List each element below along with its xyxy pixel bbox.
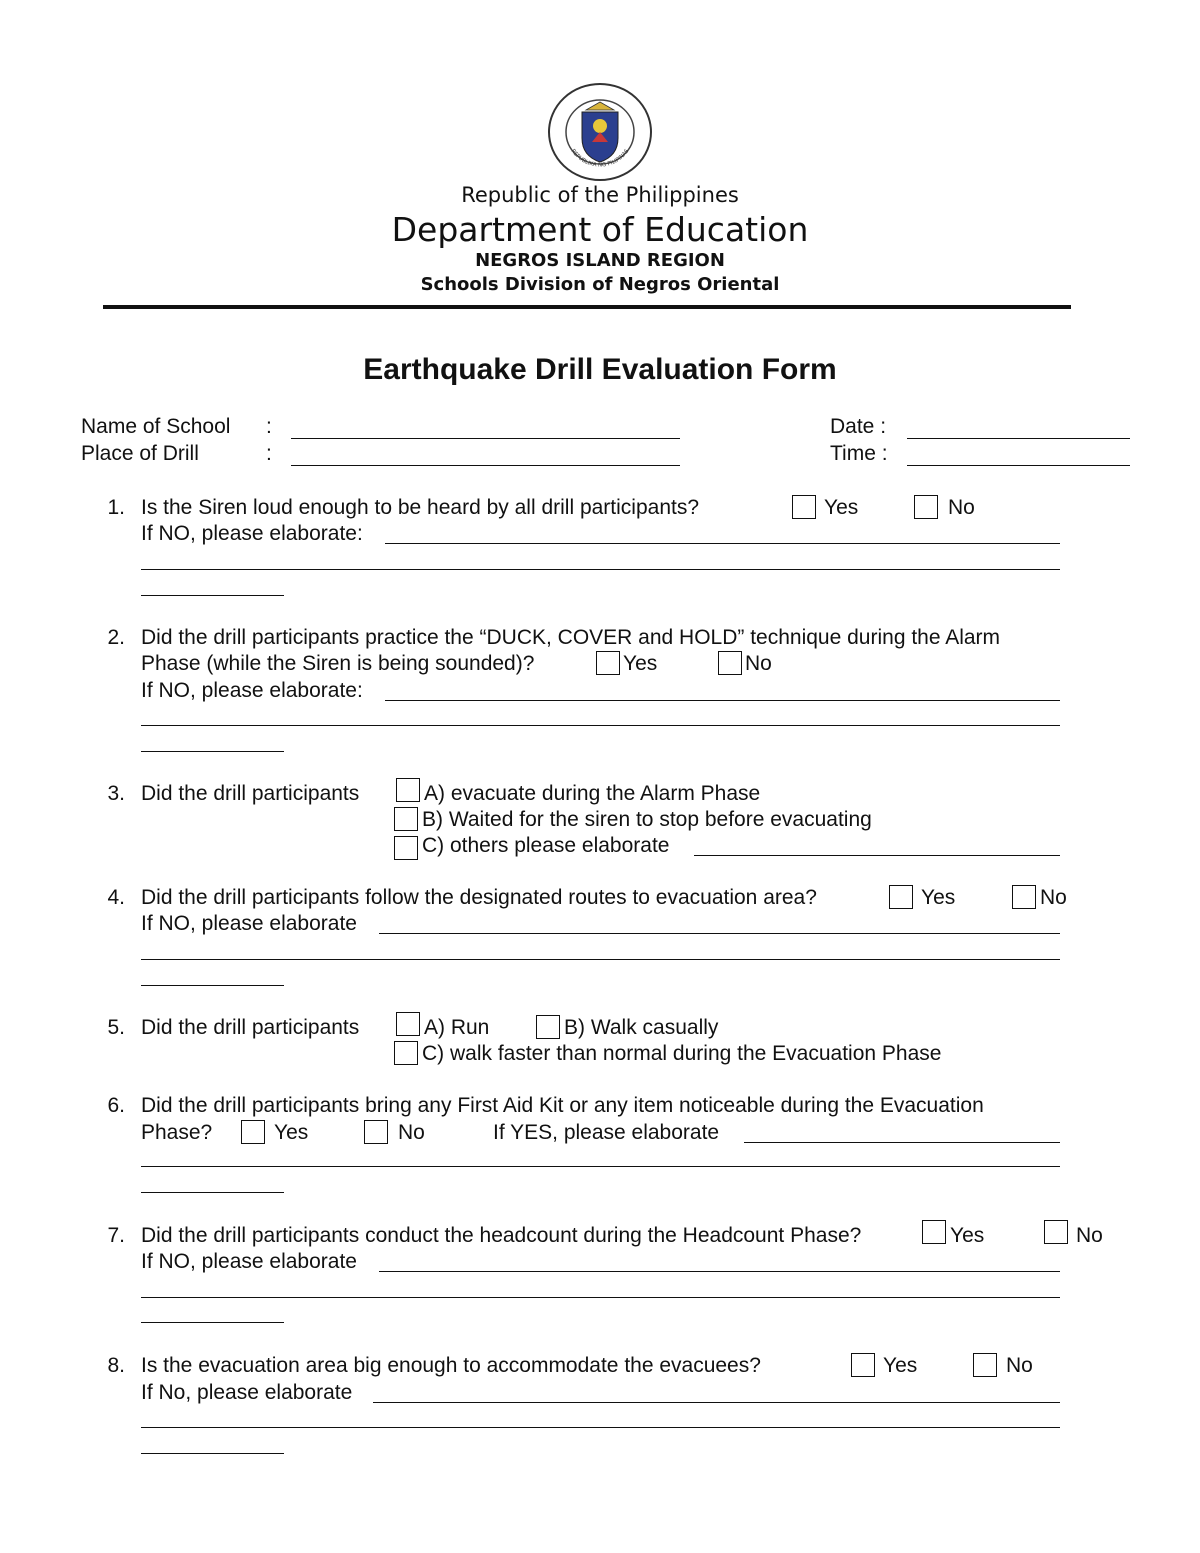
form-title: Earthquake Drill Evaluation Form [363,353,837,386]
q8-answer-line-1[interactable] [373,1402,1060,1403]
question-number: 6. [107,1094,125,1117]
q7-no-checkbox[interactable] [1044,1220,1068,1244]
q4-yes-label: Yes [921,886,956,909]
seal-bottom-text: REPUBLIKA NG PILIPINAS [569,148,631,169]
q7-yes-checkbox[interactable] [922,1220,946,1244]
q4-no-checkbox[interactable] [1012,885,1036,909]
q8-yes-checkbox[interactable] [851,1353,875,1377]
q6-no-checkbox[interactable] [364,1120,388,1144]
q6-answer-line-3[interactable] [141,1192,284,1193]
q4-answer-line-2[interactable] [141,959,1060,960]
question-text: Did the drill participants conduct the headcount during the Headcount Phase? [141,1224,862,1247]
question-text: Is the Siren loud enough to be heard by all drill participants? [141,496,700,519]
header-rule [103,305,1071,309]
question-number: 2. [107,626,125,649]
division-label: Schools Division of Negros Oriental [420,274,780,295]
q1-yes-label: Yes [824,496,859,519]
q7-answer-line-1[interactable] [379,1271,1060,1272]
seal-text [546,82,654,84]
q7-answer-line-3[interactable] [141,1322,284,1323]
q6-yes-label: Yes [274,1121,309,1144]
q5-option-c-checkbox[interactable] [394,1041,418,1065]
q6-answer-line-1[interactable] [744,1142,1060,1143]
q4-yes-checkbox[interactable] [889,885,913,909]
q2-yes-checkbox[interactable] [596,651,620,675]
question-number: 5. [107,1016,125,1039]
question-text: Did the drill participants [141,782,360,805]
q3-option-b-checkbox[interactable] [394,807,418,831]
question-text: Did the drill participants [141,1016,360,1039]
q3-option-c-checkbox[interactable] [394,836,418,860]
q3-option-a-label: A) evacuate during the Alarm Phase [424,782,761,805]
school-input-line[interactable] [291,438,680,439]
elaborate-label: If YES, please elaborate [493,1121,720,1144]
question-number: 3. [107,782,125,805]
department-label: Department of Education [391,210,809,249]
time-input-line[interactable] [907,465,1130,466]
q6-answer-line-2[interactable] [141,1166,1060,1167]
school-colon: : [266,415,272,438]
q1-no-checkbox[interactable] [914,495,938,519]
region-label: NEGROS ISLAND REGION [475,250,725,271]
deped-seal [546,82,654,182]
q6-yes-checkbox[interactable] [241,1120,265,1144]
question-text: Did the drill participants follow the designated routes to evacuation area? [141,886,817,909]
q8-no-label: No [1006,1354,1033,1377]
date-label: Date : [830,415,887,438]
question-text-continued: Phase? [141,1121,213,1144]
question-number: 4. [107,886,125,909]
q2-answer-line-1[interactable] [385,700,1060,701]
q7-answer-line-2[interactable] [141,1297,1060,1298]
question-text: Did the drill participants practice the “DUCK, COVER and HOLD” technique during the Alarm [141,626,1001,649]
q1-answer-line-1[interactable] [385,543,1060,544]
q2-answer-line-3[interactable] [141,751,284,752]
q8-answer-line-3[interactable] [141,1453,284,1454]
q5-option-b-checkbox[interactable] [536,1015,560,1039]
elaborate-label: If NO, please elaborate: [141,522,363,545]
question-number: 1. [107,496,125,519]
question-text-continued: Phase (while the Siren is being sounded)? [141,652,535,675]
elaborate-label: If NO, please elaborate [141,912,357,935]
question-text: Did the drill participants bring any First Aid Kit or any item noticeable during the Evacuation [141,1094,984,1117]
time-label: Time : [830,442,888,465]
q5-option-a-checkbox[interactable] [396,1012,420,1036]
q5-option-c-label: C) walk faster than normal during the Evacuation Phase [422,1042,942,1065]
elaborate-label: If No, please elaborate [141,1381,353,1404]
q3-option-a-checkbox[interactable] [396,778,420,802]
q2-yes-label: Yes [623,652,658,675]
q8-answer-line-2[interactable] [141,1427,1060,1428]
q3-option-b-label: B) Waited for the siren to stop before evacuating [422,808,872,831]
question-text: Is the evacuation area big enough to accommodate the evacuees? [141,1354,761,1377]
elaborate-label: If NO, please elaborate [141,1250,357,1273]
q5-option-a-label: A) Run [424,1016,490,1039]
q5-option-b-label: B) Walk casually [564,1016,719,1039]
q8-no-checkbox[interactable] [973,1353,997,1377]
q4-no-label: No [1040,886,1067,909]
question-number: 7. [107,1224,125,1247]
republic-label: Republic of the Philippines [461,183,739,207]
q1-answer-line-3[interactable] [141,595,284,596]
place-colon: : [266,442,272,465]
q3-answer-line-1[interactable] [694,855,1060,856]
place-input-line[interactable] [291,465,680,466]
place-label: Place of Drill [81,442,199,465]
elaborate-label: If NO, please elaborate: [141,679,363,702]
question-number: 8. [107,1354,125,1377]
q8-yes-label: Yes [883,1354,918,1377]
q1-answer-line-2[interactable] [141,569,1060,570]
q2-no-checkbox[interactable] [718,651,742,675]
q7-no-label: No [1076,1224,1103,1247]
q7-yes-label: Yes [950,1224,985,1247]
q1-yes-checkbox[interactable] [792,495,816,519]
q3-option-c-label: C) others please elaborate [422,834,670,857]
q6-no-label: No [398,1121,425,1144]
q4-answer-line-3[interactable] [141,985,284,986]
school-label: Name of School [81,415,231,438]
date-input-line[interactable] [907,438,1130,439]
q2-no-label: No [745,652,772,675]
q4-answer-line-1[interactable] [379,933,1060,934]
q1-no-label: No [948,496,975,519]
q2-answer-line-2[interactable] [141,725,1060,726]
